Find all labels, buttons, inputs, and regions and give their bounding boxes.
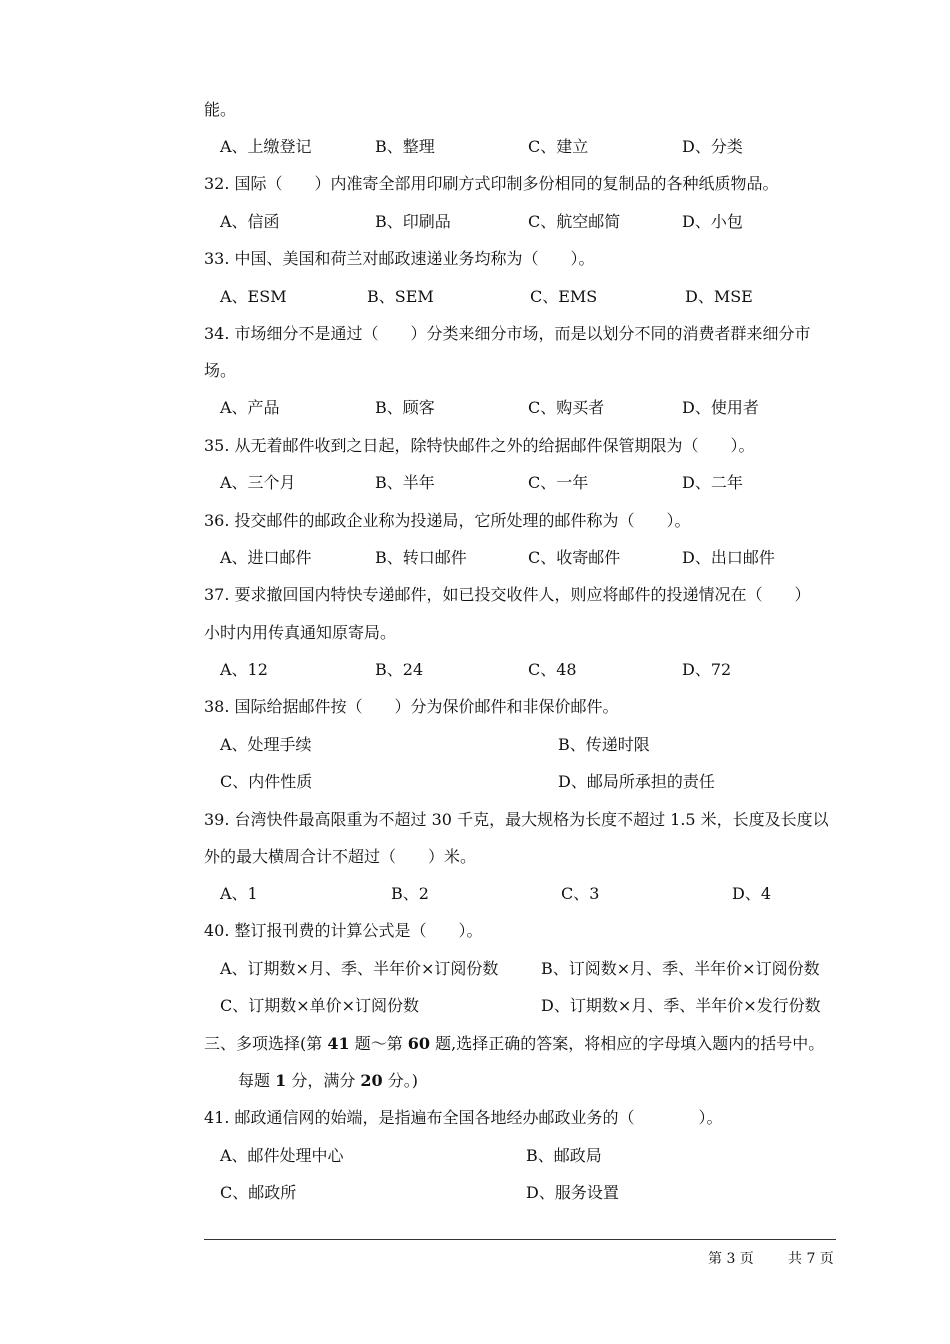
q41-stem: 41. 邮政通信网的始端，是指遍布全国各地经办邮政业务的（ ）。 [204,1108,723,1127]
option-c: C、3 [561,884,600,903]
option-b: B、传递时限 [558,735,650,754]
option-a: A、邮件处理中心 [220,1146,344,1165]
page-total: 共 7 页 [788,1251,834,1267]
q35-stem: 35. 从无着邮件收到之日起，除特快邮件之外的给据邮件保管期限为（ ）。 [204,436,755,455]
option-c: C、内件性质 [220,772,313,791]
option-b: B、半年 [375,473,435,492]
option-c: C、订期数×单价×订阅份数 [220,996,420,1015]
option-b: B、转口邮件 [375,548,467,567]
option-a: A、三个月 [220,473,296,492]
option-d: D、MSE [685,287,753,306]
option-a: A、ESM [220,287,287,306]
option-b: B、订阅数×月、季、半年价×订阅份数 [541,959,820,978]
option-c: C、一年 [528,473,589,492]
q38-stem: 38. 国际给据邮件按（ ）分为保价邮件和非保价邮件。 [204,697,619,716]
option-b: B、24 [375,660,424,679]
q34-stem-line1: 34. 市场细分不是通过（ ）分类来细分市场，而是以划分不同的消费者群来细分市 [204,324,811,343]
option-a: A、处理手续 [220,735,312,754]
option-a: A、1 [220,884,258,903]
option-b: B、2 [391,884,429,903]
option-a: A、订期数×月、季、半年价×订阅份数 [220,959,499,978]
option-d: D、二年 [682,473,743,492]
q37-stem-line1: 37. 要求撤回国内特快专递邮件，如已投交收件人，则应将邮件的投递情况在（ ） [204,585,811,604]
page-number: 第 3 页 [708,1251,754,1267]
option-c: C、EMS [530,287,598,306]
option-d: D、小包 [682,212,743,231]
option-c: C、航空邮简 [528,212,621,231]
q40-stem: 40. 整订报刊费的计算公式是（ ）。 [204,921,483,940]
option-c: C、48 [528,660,577,679]
option-c: C、邮政所 [220,1183,297,1202]
q39-stem-line1: 39. 台湾快件最高限重为不超过 30 千克，最大规格为长度不超过 1.5 米，长度及长度以 [204,810,829,829]
section-3-heading: 三、多项选择(第 41 题～第 60 题,选择正确的答案，将相应的字母填入题内的括号中。 [204,1034,825,1053]
option-b: B、印刷品 [375,212,451,231]
option-d: D、使用者 [682,398,759,417]
option-b: B、整理 [375,137,435,156]
option-d: D、邮局所承担的责任 [558,772,715,791]
option-c: C、建立 [528,137,589,156]
option-a: A、产品 [220,398,280,417]
option-a: A、进口邮件 [220,548,312,567]
option-a: A、上缴登记 [220,137,312,156]
option-d: D、订期数×月、季、半年价×发行份数 [541,996,821,1015]
option-b: B、SEM [367,287,434,306]
option-d: D、分类 [682,137,743,156]
footer-divider [204,1239,836,1240]
section-3-instructions: 每题 1 分，满分 20 分。) [238,1071,419,1090]
q39-stem-line2: 外的最大横周合计不超过（ ）米。 [204,847,477,866]
option-d: D、服务设置 [526,1183,619,1202]
option-d: D、4 [732,884,772,903]
question-continuation: 能。 [204,100,237,119]
option-c: C、购买者 [528,398,605,417]
option-b: B、邮政局 [526,1146,602,1165]
q36-stem: 36. 投交邮件的邮政企业称为投递局，它所处理的邮件称为（ ）。 [204,511,691,530]
option-d: D、出口邮件 [682,548,775,567]
option-c: C、收寄邮件 [528,548,621,567]
option-d: D、72 [682,660,732,679]
q37-stem-line2: 小时内用传真通知原寄局。 [204,623,397,642]
option-a: A、12 [220,660,268,679]
q33-stem: 33. 中国、美国和荷兰对邮政速递业务均称为（ ）。 [204,249,595,268]
option-b: B、顾客 [375,398,435,417]
q34-stem-line2: 场。 [204,361,237,380]
q32-stem: 32. 国际（ ）内准寄全部用印刷方式印制多份相同的复制品的各种纸质物品。 [204,174,779,193]
option-a: A、信函 [220,212,280,231]
